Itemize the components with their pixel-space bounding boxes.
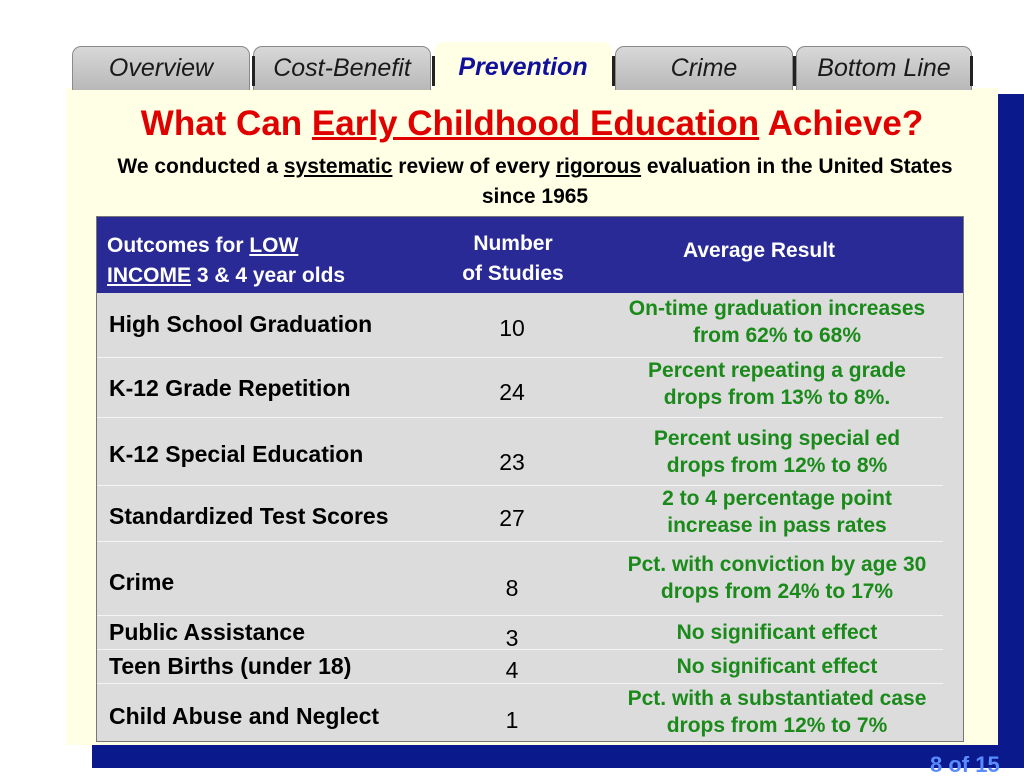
outcome-label: K-12 Special Education — [109, 441, 364, 467]
header-outcomes: Outcomes for LOW INCOME 3 & 4 year olds — [107, 234, 346, 287]
header-average-result: Average Result — [682, 239, 836, 262]
tab-separator — [970, 56, 973, 86]
outcome-label: High School Graduation — [109, 311, 373, 337]
row-divider — [97, 541, 943, 542]
tab-separator — [432, 56, 435, 86]
result-text: No significant effect — [676, 621, 878, 644]
tab-separator — [612, 56, 615, 86]
tab-prevention[interactable]: Prevention — [434, 42, 612, 92]
table-header — [97, 217, 963, 293]
studies-count: 8 — [505, 575, 519, 601]
result-text: Pct. with a substantiated case drops from 12% to 7% — [627, 687, 927, 737]
result-text: 2 to 4 percentage point increase in pass rates — [662, 487, 892, 537]
tab-bar — [0, 0, 1024, 92]
page-number: 8 of 15 — [930, 752, 1000, 777]
slide-subtitle: We conducted a systematic review of every rigorous evaluation in the United States since 1965 — [117, 155, 953, 208]
studies-count: 10 — [499, 315, 525, 341]
title-underlined: Early Childhood Education — [311, 104, 760, 143]
result-text: Percent using special ed drops from 12% to 8% — [653, 427, 901, 477]
studies-count: 1 — [505, 707, 519, 733]
tab-overview[interactable]: Overview — [72, 46, 250, 90]
outcome-label: Crime — [109, 569, 175, 595]
row-divider — [97, 615, 943, 616]
outcome-label: Standardized Test Scores — [109, 503, 389, 529]
studies-count: 3 — [505, 625, 519, 651]
outcome-label: K-12 Grade Repetition — [109, 375, 351, 401]
outcome-label: Teen Births (under 18) — [109, 653, 352, 679]
tab-cost-benefit[interactable]: Cost-Benefit — [253, 46, 431, 90]
result-text: Percent repeating a grade drops from 13% to 8%. — [648, 359, 906, 409]
row-divider — [97, 417, 943, 418]
tab-bottom-line[interactable]: Bottom Line — [796, 46, 972, 90]
result-text: Pct. with conviction by age 30 drops from 24% to 17% — [627, 553, 927, 603]
outcome-label: Public Assistance — [109, 619, 306, 645]
outcomes-table — [96, 216, 964, 742]
studies-count: 24 — [499, 379, 525, 405]
tab-crime[interactable]: Crime — [615, 46, 793, 90]
studies-count: 27 — [499, 505, 525, 531]
result-text: No significant effect — [676, 655, 878, 678]
header-number-of-studies: Number of Studies — [462, 232, 564, 285]
studies-count: 4 — [505, 657, 519, 683]
studies-count: 23 — [499, 449, 525, 475]
tab-separator — [252, 56, 255, 86]
result-text: On-time graduation increases from 62% to 68% — [628, 297, 926, 347]
tab-separator — [793, 56, 796, 86]
slide-title: What Can Early Childhood Education Achieve? — [140, 104, 924, 143]
outcome-label: Child Abuse and Neglect — [109, 703, 380, 729]
